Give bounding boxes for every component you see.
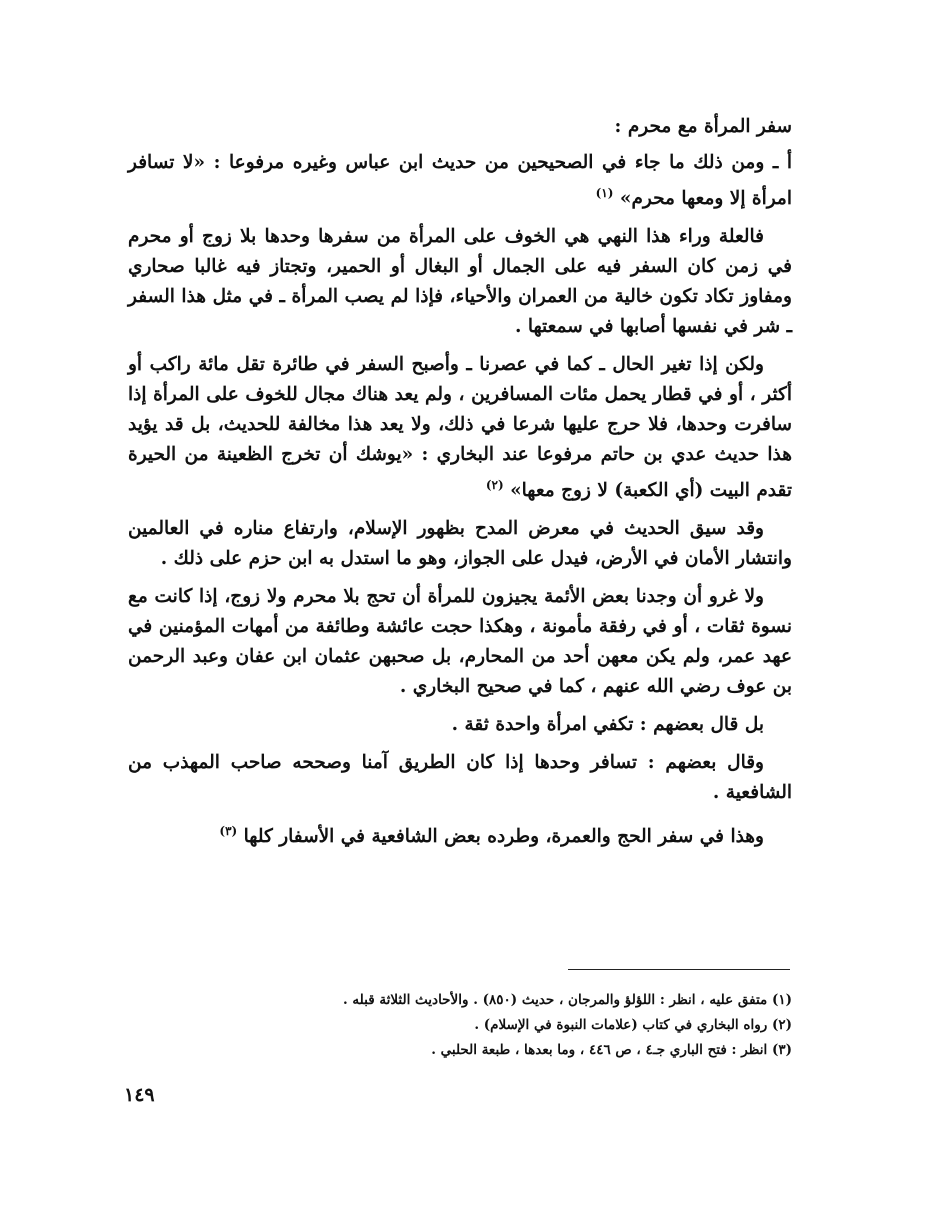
footnote-ref-3: (٣) — [219, 824, 238, 839]
paragraph-8 — [128, 816, 792, 852]
footnote-3: (٣) انظر : فتح الباري جـ٤ ، ص ٤٤٦ ، وما بعدها ، طبعة الحلبي . — [431, 1042, 792, 1058]
paragraph-text: فالعلة وراء هذا النهي هي الخوف على المرأة من سفرها وحدها بلا زوج أو محرم في زمن كان السفر فيه على الجمال أو البغال أو الحمير، وتجتاز فيه غالبا صحاري ومفاوز تكاد تكون خالية من العمران والأحياء، فإذا لم يصب المرأة ـ في مثل هذا السفر ـ شر في نفسها أصابها في سمعتها . — [128, 226, 792, 338]
main-text — [128, 112, 792, 860]
footnote-ref-2: (٢) — [485, 478, 504, 493]
footnote-ref-1: (١) — [595, 186, 614, 200]
paragraph-text: ولا غرو أن وجدنا بعض الأئمة يجيزون للمرأة أن تحج بلا محرم ولا زوج، إذا كانت مع نسوة ثقات ، أو في رفقة مأمونة ، وهكذا حجت عائشة وطائفة من أمهات المؤمنين في عهد عمر، ولم يكن معهن أحد من المحارم، بل صحبهن عثمان ابن عفان وعبد الرحمن بن عوف رضي الله عنهم ، كما في صحيح البخاري . — [128, 586, 792, 698]
paragraph-4 — [128, 514, 792, 574]
footnote-1: (١) متفق عليه ، انظر : اللؤلؤ والمرجان ، حديث (٨٥٠) . والأحاديث الثلاثة قبله . — [343, 992, 792, 1008]
footnotes — [128, 988, 792, 1063]
paragraph-6 — [128, 710, 792, 740]
footnote-2: (٢) رواه البخاري في كتاب (علامات النبوة في الإسلام) . — [474, 1017, 792, 1033]
paragraph-text: وهذا في سفر الحج والعمرة، وطرده بعض الشافعية في الأسفار كلها — [243, 826, 764, 848]
paragraph-1 — [128, 148, 792, 214]
paragraph-7 — [128, 748, 792, 808]
page-number: ١٤٩ — [124, 1084, 155, 1106]
paragraph-text: أ ـ ومن ذلك ما جاء في الصحيحين من حديث ابن عباس وغيره مرفوعا : «لا تسافر امرأة إلا ومعها محرم» — [128, 152, 792, 210]
section-heading: سفر المرأة مع محرم : — [614, 116, 792, 137]
footnote-divider — [568, 969, 790, 970]
paragraph-3 — [128, 350, 792, 506]
paragraph-text: وقال بعضهم : تسافر وحدها إذا كان الطريق آمنا وصححه صاحب المهذب من الشافعية . — [128, 752, 792, 804]
paragraph-2 — [128, 222, 792, 342]
paragraph-text: ولكن إذا تغير الحال ـ كما في عصرنا ـ وأصبح السفر في طائرة تقل مائة راكب أو أكثر ، أو في قطار يحمل مئات المسافرين ، ولم يعد هناك مجال للخوف على المرأة إذا سافرت وحدها، فلا حرج عليها شرعا في ذلك، ولا يعد هذا مخالفة للحديث، بل قد يؤيد هذا حديث عدي بن حاتم مرفوعا عند البخاري : «يوشك أن تخرج الظعينة من الحيرة تقدم البيت (أي الكعبة) لا زوج معها» — [128, 354, 792, 502]
paragraph-5 — [128, 582, 792, 702]
paragraph-text: وقد سيق الحديث في معرض المدح بظهور الإسلام، وارتفاع مناره في العالمين وانتشار الأمان في الأرض، فيدل على الجواز، وهو ما استدل به ابن حزم على ذلك . — [128, 518, 792, 570]
paragraph-text: بل قال بعضهم : تكفي امرأة واحدة ثقة . — [451, 714, 764, 736]
